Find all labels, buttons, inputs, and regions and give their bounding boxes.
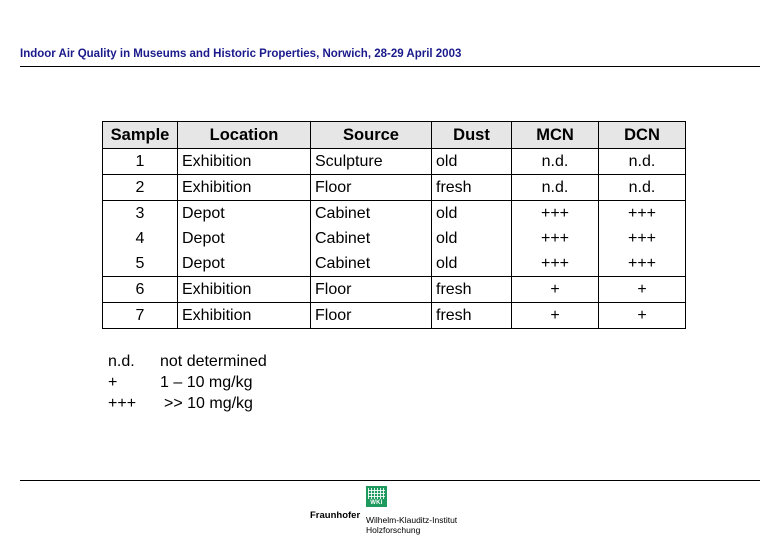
column-header-location: Location bbox=[178, 122, 311, 149]
cell-mcn: +++ bbox=[512, 251, 599, 277]
cell-source: Floor bbox=[311, 303, 432, 329]
table-header-row bbox=[103, 122, 686, 149]
cell-source: Floor bbox=[311, 175, 432, 201]
cell-dust: old bbox=[432, 226, 512, 251]
cell-location: Exhibition bbox=[178, 149, 311, 175]
table-row bbox=[103, 149, 686, 175]
cell-mcn: +++ bbox=[512, 226, 599, 251]
cell-sample: 7 bbox=[103, 303, 178, 329]
table-row bbox=[103, 201, 686, 227]
cell-dust: fresh bbox=[432, 175, 512, 201]
legend-definition: not determined bbox=[160, 353, 267, 370]
cell-mcn: + bbox=[512, 303, 599, 329]
cell-dcn: +++ bbox=[599, 251, 686, 277]
cell-dust: old bbox=[432, 251, 512, 277]
cell-sample: 3 bbox=[103, 201, 178, 227]
footer-logo bbox=[310, 486, 480, 536]
wki-logo-icon: WKI bbox=[366, 486, 387, 507]
column-header-dust: Dust bbox=[432, 122, 512, 149]
cell-dcn: +++ bbox=[599, 226, 686, 251]
organization-name: Fraunhofer bbox=[310, 510, 361, 521]
cell-sample: 1 bbox=[103, 149, 178, 175]
cell-location: Exhibition bbox=[178, 175, 311, 201]
cell-source: Cabinet bbox=[311, 251, 432, 277]
legend-item bbox=[108, 393, 267, 414]
cell-dust: fresh bbox=[432, 303, 512, 329]
table-row bbox=[103, 303, 686, 329]
cell-dust: old bbox=[432, 201, 512, 227]
table-row bbox=[103, 277, 686, 303]
cell-dcn: +++ bbox=[599, 201, 686, 227]
cell-sample: 6 bbox=[103, 277, 178, 303]
cell-location: Depot bbox=[178, 251, 311, 277]
table-row bbox=[103, 251, 686, 277]
cell-location: Depot bbox=[178, 226, 311, 251]
cell-source: Floor bbox=[311, 277, 432, 303]
cell-mcn: +++ bbox=[512, 201, 599, 227]
institute-subtitle: Holzforschung bbox=[366, 525, 421, 535]
cell-dust: fresh bbox=[432, 277, 512, 303]
cell-location: Depot bbox=[178, 201, 311, 227]
cell-mcn: n.d. bbox=[512, 149, 599, 175]
cell-mcn: + bbox=[512, 277, 599, 303]
legend-term: n.d. bbox=[108, 353, 135, 370]
legend-item bbox=[108, 351, 267, 372]
legend-term: + bbox=[108, 374, 118, 391]
cell-mcn: n.d. bbox=[512, 175, 599, 201]
header-divider bbox=[20, 66, 760, 67]
cell-sample: 5 bbox=[103, 251, 178, 277]
cell-source: Cabinet bbox=[311, 201, 432, 227]
cell-dcn: n.d. bbox=[599, 175, 686, 201]
table-row bbox=[103, 175, 686, 201]
column-header-mcn: MCN bbox=[512, 122, 599, 149]
footer-divider bbox=[20, 480, 760, 481]
cell-dcn: + bbox=[599, 277, 686, 303]
column-header-dcn: DCN bbox=[599, 122, 686, 149]
page-title: Indoor Air Quality in Museums and Historic Properties, Norwich, 28-29 April 2003 bbox=[20, 48, 462, 60]
table-row bbox=[103, 226, 686, 251]
legend-item bbox=[108, 372, 267, 393]
legend bbox=[108, 351, 267, 414]
cell-location: Exhibition bbox=[178, 277, 311, 303]
column-header-source: Source bbox=[311, 122, 432, 149]
cell-dust: old bbox=[432, 149, 512, 175]
legend-definition: 1 – 10 mg/kg bbox=[160, 374, 253, 391]
cell-dcn: + bbox=[599, 303, 686, 329]
cell-sample: 2 bbox=[103, 175, 178, 201]
cell-dcn: n.d. bbox=[599, 149, 686, 175]
institute-name: Wilhelm-Klauditz-Institut bbox=[366, 515, 458, 525]
cell-location: Exhibition bbox=[178, 303, 311, 329]
legend-term: +++ bbox=[108, 395, 137, 412]
cell-sample: 4 bbox=[103, 226, 178, 251]
cell-source: Cabinet bbox=[311, 226, 432, 251]
samples-table bbox=[102, 121, 686, 329]
cell-source: Sculpture bbox=[311, 149, 432, 175]
column-header-sample: Sample bbox=[103, 122, 178, 149]
legend-definition: >> 10 mg/kg bbox=[164, 395, 253, 412]
